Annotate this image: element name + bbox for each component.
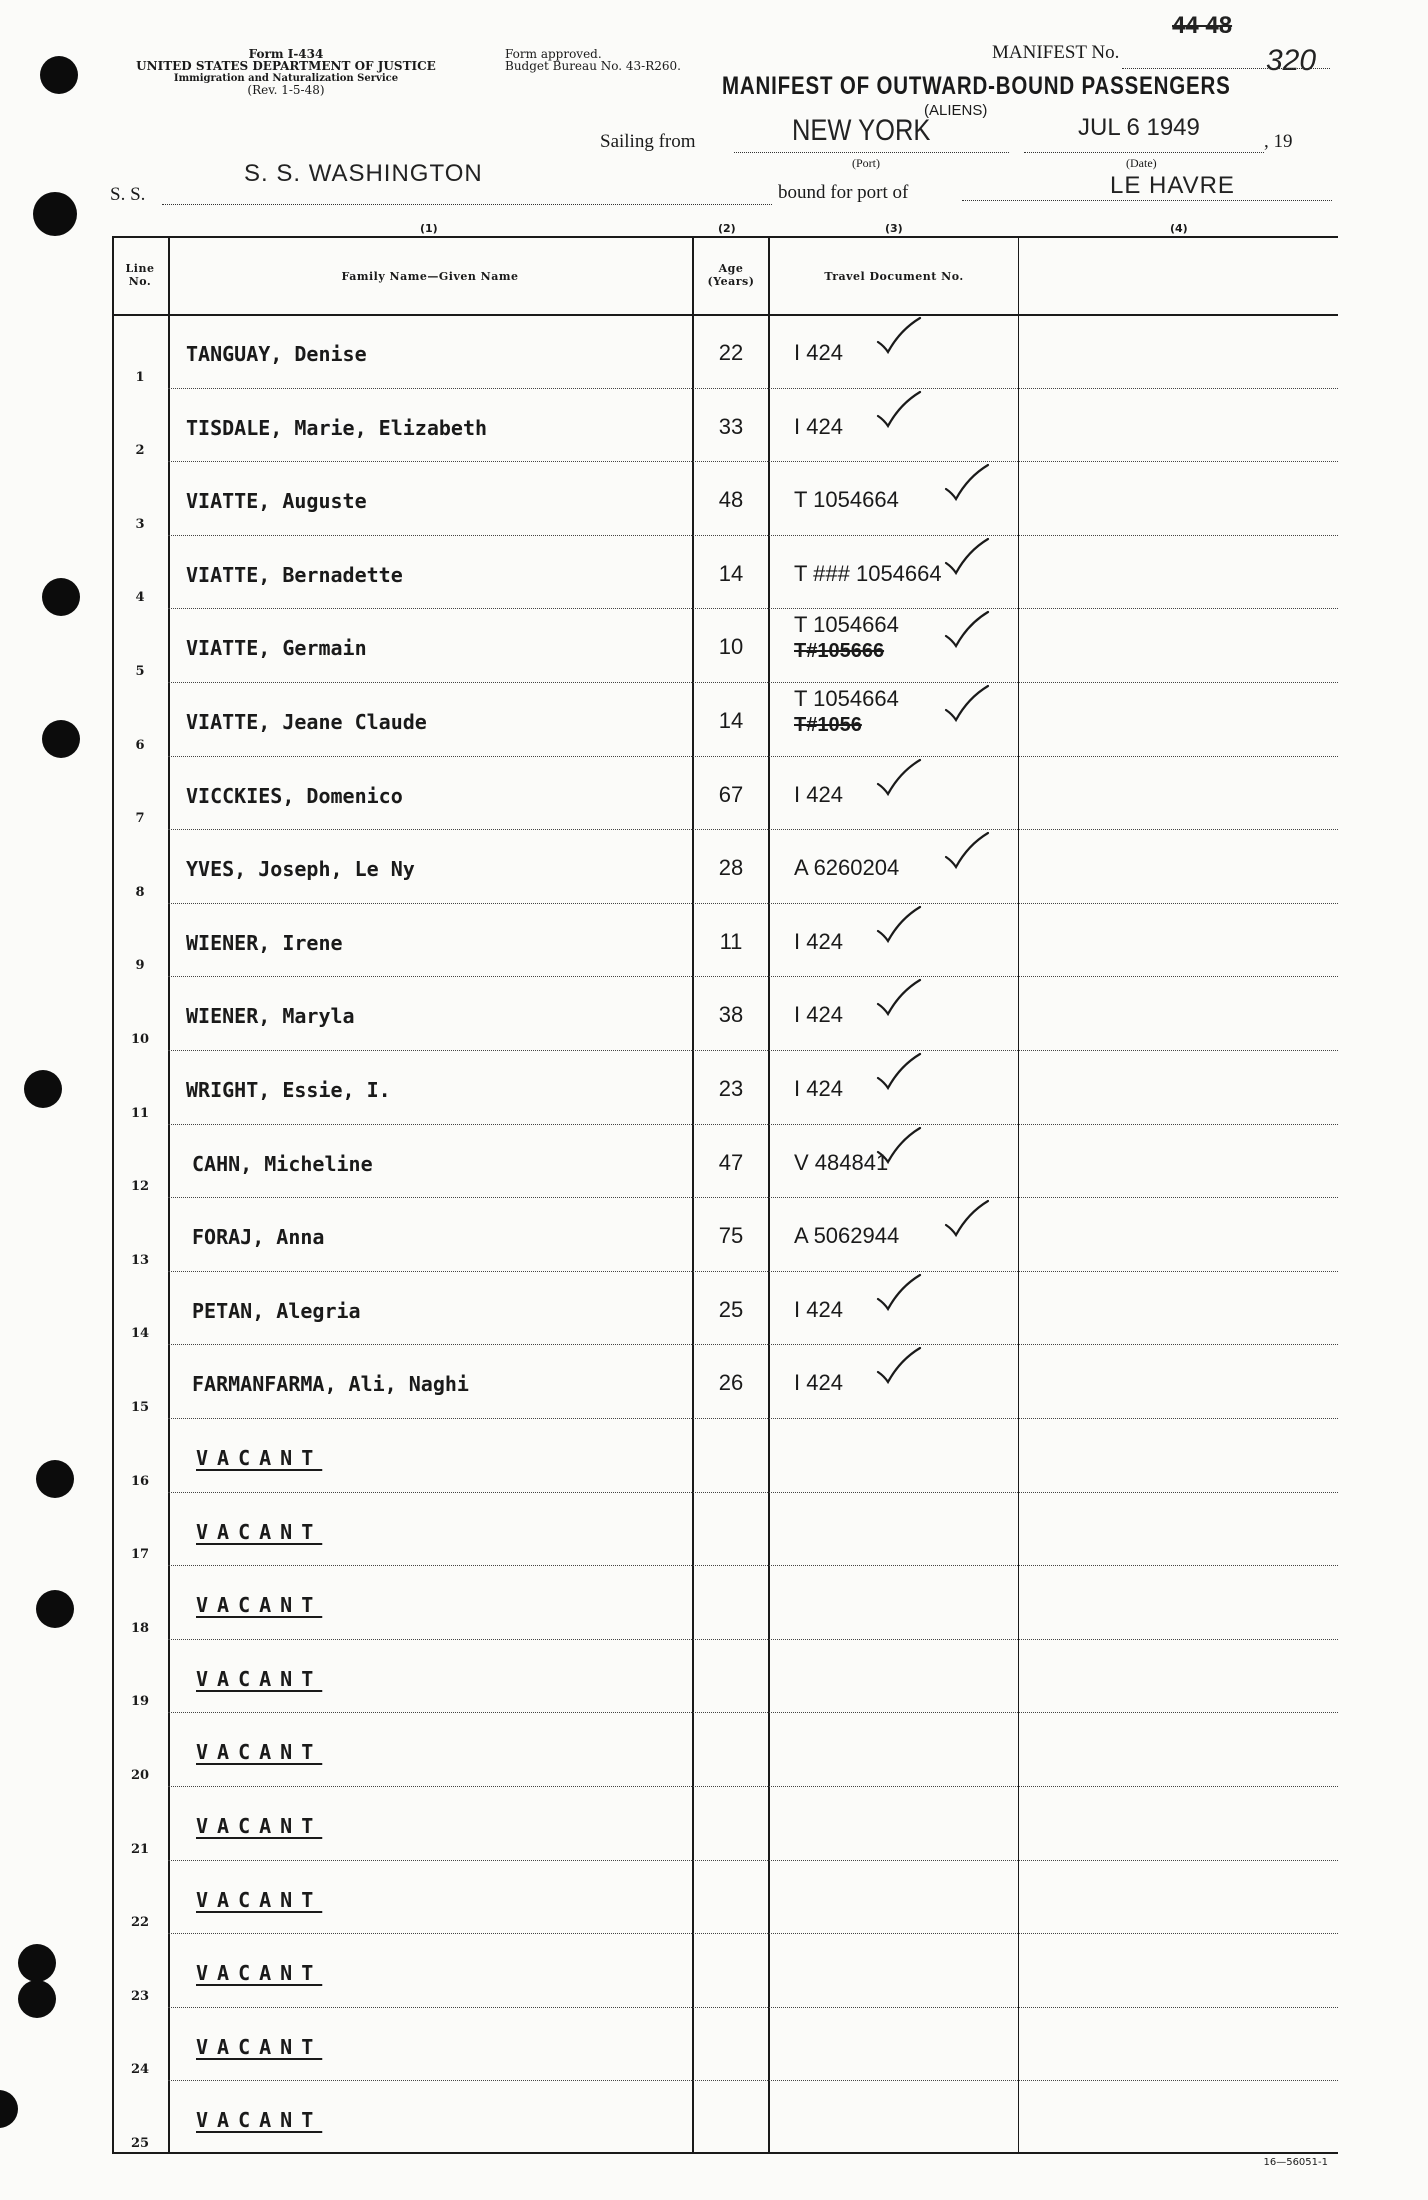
passenger-name: WIENER, Maryla xyxy=(186,1004,355,1029)
manifest-label: MANIFEST No. xyxy=(992,42,1120,63)
punch-hole xyxy=(33,192,77,236)
line-number: 13 xyxy=(130,1252,150,1268)
passenger-age: 14 xyxy=(718,560,744,586)
punch-hole xyxy=(36,1460,74,1498)
service: Immigration and Naturalization Service xyxy=(173,73,399,84)
header-age: Age (Years) xyxy=(707,262,755,288)
line-number: 2 xyxy=(135,443,145,459)
travel-document: I 424 xyxy=(794,928,843,954)
travel-document: I 424 xyxy=(794,1296,843,1322)
sailing-label: Sailing from xyxy=(600,131,696,152)
header-doc: Travel Document No. xyxy=(824,270,964,283)
check-mark-icon xyxy=(942,684,992,724)
budget-bureau: Budget Bureau No. 43-R260. xyxy=(505,59,681,73)
passenger-name: VIATTE, Bernadette xyxy=(186,562,403,587)
vacant-marker: VACANT xyxy=(196,1593,323,1618)
vacant-marker: VACANT xyxy=(196,1740,323,1765)
passenger-age: 38 xyxy=(718,1002,744,1028)
line-number: 12 xyxy=(130,1179,150,1195)
line-number: 15 xyxy=(130,1400,150,1415)
check-mark-icon xyxy=(874,905,924,945)
passenger-age: 11 xyxy=(719,928,743,954)
passenger-name: CAHN, Micheline xyxy=(192,1151,373,1176)
passenger-age: 67 xyxy=(718,781,744,807)
vacant-marker: VACANT xyxy=(196,1887,323,1912)
travel-document: A 6260204 xyxy=(794,855,900,881)
column-number-2: (2) xyxy=(718,222,736,235)
struck-document: T#105666 xyxy=(794,640,885,663)
check-mark-icon xyxy=(874,390,924,430)
line-number: 18 xyxy=(130,1620,150,1636)
travel-document: I 424 xyxy=(794,413,843,439)
line-number: 25 xyxy=(130,2136,150,2151)
check-mark-icon xyxy=(942,831,992,871)
punch-hole xyxy=(36,1590,74,1628)
check-mark-icon xyxy=(874,758,924,798)
check-mark-icon xyxy=(874,316,924,356)
travel-document: I 424 xyxy=(794,781,843,807)
check-mark-icon xyxy=(874,978,924,1018)
passenger-name: WIENER, Irene xyxy=(186,930,343,955)
line-number: 4 xyxy=(135,590,145,606)
line-number: 8 xyxy=(135,884,145,900)
punch-hole xyxy=(0,2090,18,2128)
passenger-age: 26 xyxy=(718,1370,744,1396)
passenger-name: PETAN, Alegria xyxy=(192,1298,361,1323)
travel-document: I 424 xyxy=(794,1002,843,1028)
passenger-age: 33 xyxy=(718,413,744,439)
travel-document: T 1054664 xyxy=(794,686,899,711)
column-number-3: (3) xyxy=(885,222,903,235)
column-number-1: (1) xyxy=(420,222,438,235)
line-number: 16 xyxy=(130,1473,150,1489)
check-mark-icon xyxy=(942,1199,992,1239)
line-number: 10 xyxy=(130,1032,150,1047)
punch-hole xyxy=(18,1980,56,2018)
passenger-name: VIATTE, Auguste xyxy=(186,489,367,514)
passenger-name: VIATTE, Germain xyxy=(186,636,367,661)
vacant-marker: VACANT xyxy=(196,1519,323,1544)
check-mark-icon xyxy=(942,610,992,650)
line-number: 5 xyxy=(135,664,145,679)
check-mark-icon xyxy=(942,463,992,503)
sailing-port: NEW YORK xyxy=(792,114,931,147)
vacant-marker: VACANT xyxy=(196,2034,323,2059)
vacant-marker: VACANT xyxy=(196,1446,323,1470)
year-prefix: , 19 xyxy=(1264,131,1293,152)
destination-port: LE HAVRE xyxy=(1110,172,1235,199)
check-mark-icon xyxy=(942,537,992,577)
travel-document: I 424 xyxy=(794,1076,843,1101)
passenger-name: VICCKIES, Domenico xyxy=(186,783,403,808)
passenger-name: FORAJ, Anna xyxy=(192,1225,325,1250)
line-number: 11 xyxy=(130,1105,150,1121)
ship-name: S. S. WASHINGTON xyxy=(244,160,483,187)
check-mark-icon xyxy=(874,1346,924,1386)
revision: (Rev. 1-5-48) xyxy=(247,83,325,97)
line-number: 23 xyxy=(130,1988,150,2004)
line-number: 6 xyxy=(135,737,145,753)
travel-document: T ### 1054664 xyxy=(794,560,942,586)
travel-document: V 484841 xyxy=(794,1149,889,1175)
line-number: 3 xyxy=(135,516,145,532)
passenger-name: WRIGHT, Essie, I. xyxy=(186,1078,391,1102)
department: UNITED STATES DEPARTMENT OF JUSTICE xyxy=(136,59,436,73)
line-number: 22 xyxy=(130,1915,150,1931)
header-name: Family Name—Given Name xyxy=(341,270,519,283)
check-mark-icon xyxy=(874,1126,924,1166)
line-number: 24 xyxy=(130,2062,150,2078)
ship-label: S. S. xyxy=(110,184,146,205)
travel-document: I 424 xyxy=(794,1370,843,1396)
vacant-marker: VACANT xyxy=(196,1961,323,1986)
line-number: 19 xyxy=(130,1694,150,1710)
vacant-marker: VACANT xyxy=(196,2108,323,2133)
punch-hole xyxy=(42,578,80,616)
vacant-marker: VACANT xyxy=(196,1814,323,1838)
passenger-age: 14 xyxy=(718,708,744,733)
date-caption: (Date) xyxy=(1126,156,1157,170)
page-title: MANIFEST OF OUTWARD-BOUND PASSENGERS xyxy=(722,72,1231,100)
passenger-age: 22 xyxy=(718,340,744,365)
passenger-name: VIATTE, Jeane Claude xyxy=(186,710,427,734)
form-number: Form I-434 xyxy=(248,47,324,61)
passenger-age: 10 xyxy=(718,634,744,660)
passenger-age: 23 xyxy=(718,1076,744,1101)
bound-label: bound for port of xyxy=(778,182,909,203)
travel-document: A 5062944 xyxy=(794,1223,900,1249)
travel-document: T 1054664 xyxy=(794,612,899,638)
struck-document: T#1056 xyxy=(794,714,862,736)
passenger-name: FARMANFARMA, Ali, Naghi xyxy=(192,1372,469,1397)
punch-hole xyxy=(40,56,78,94)
column-number-4: (4) xyxy=(1170,222,1188,235)
footer-code: 16—56051-1 xyxy=(1263,2157,1328,2168)
travel-document: T 1054664 xyxy=(794,487,899,513)
port-caption: (Port) xyxy=(852,156,880,170)
line-number: 21 xyxy=(130,1841,150,1857)
passenger-name: YVES, Joseph, Le Ny xyxy=(186,857,415,882)
punch-hole xyxy=(18,1944,56,1982)
sailing-date: JUL 6 1949 xyxy=(1078,114,1200,141)
manifest-table xyxy=(112,236,1338,2168)
passenger-age: 48 xyxy=(718,487,744,513)
punch-hole xyxy=(42,720,80,758)
aliens-caption: (ALIENS) xyxy=(924,102,988,119)
line-number: 1 xyxy=(135,369,145,385)
check-mark-icon xyxy=(874,1052,924,1092)
line-number: 7 xyxy=(135,811,145,827)
line-number: 9 xyxy=(135,958,145,974)
passenger-age: 28 xyxy=(718,855,744,881)
travel-document: I 424 xyxy=(794,340,843,365)
passenger-age: 47 xyxy=(718,1149,744,1175)
passenger-name: TISDALE, Marie, Elizabeth xyxy=(186,415,488,440)
vacant-marker: VACANT xyxy=(196,1666,323,1691)
passenger-age: 75 xyxy=(718,1223,744,1249)
check-mark-icon xyxy=(874,1273,924,1313)
line-number: 17 xyxy=(130,1547,150,1563)
manifest-number: 320 xyxy=(1266,44,1317,77)
punch-hole xyxy=(24,1070,62,1108)
manifest-number-struck: 44 48 xyxy=(1172,12,1233,39)
line-number: 14 xyxy=(130,1326,150,1342)
header-line-no: Line No. xyxy=(125,262,155,288)
form-approved: Form approved. xyxy=(505,47,602,61)
passenger-name: TANGUAY, Denise xyxy=(186,342,367,366)
passenger-age: 25 xyxy=(718,1296,744,1322)
line-number: 20 xyxy=(130,1768,150,1783)
